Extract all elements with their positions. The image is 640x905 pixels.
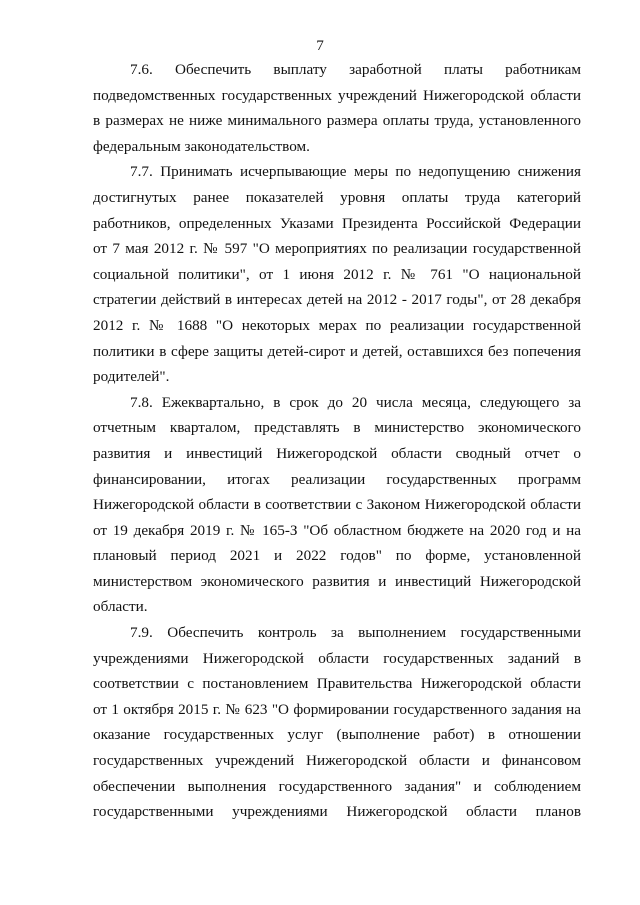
text-line: Нижегородской области в соответствии с Законом Нижегородской области xyxy=(93,496,581,514)
text-line: плановый период 2021 и 2022 годов" по форме, установленной xyxy=(93,547,581,565)
text-line: 7.8. Ежеквартально, в срок до 20 числа месяца, следующего за xyxy=(130,393,581,411)
text-line: 2012 г. № 1688 "О некоторых мерах по реализации государственной xyxy=(93,316,581,334)
text-line: учреждениями Нижегородской области государственных заданий в xyxy=(93,649,581,667)
text-line: обеспечении выполнения государственного задания" и соблюдением xyxy=(93,777,581,795)
text-line: 7.6. Обеспечить выплату заработной платы работникам xyxy=(130,61,581,78)
text-line: родителей". xyxy=(93,368,170,386)
text-line: достигнутых ранее показателей уровня оплаты труда категорий xyxy=(93,188,581,206)
text-line: отчетным кварталом, представлять в министерство экономического xyxy=(93,419,581,437)
text-line: государственными учреждениями Нижегородской области планов xyxy=(93,803,581,821)
text-line: 7.7. Принимать исчерпывающие меры по недопущению снижения xyxy=(130,163,581,181)
paragraph-7-9 xyxy=(93,620,581,825)
text-line: развития и инвестиций Нижегородской области сводный отчет о xyxy=(93,444,581,462)
text-line: области. xyxy=(93,598,148,616)
paragraph-7-8 xyxy=(93,390,581,620)
text-line: финансировании, итогах реализации государственных программ xyxy=(93,470,581,488)
text-line: работников, определенных Указами Президента Российской Федерации xyxy=(93,214,581,232)
text-line: федеральным законодательством. xyxy=(93,137,310,155)
text-line: оказание государственных услуг (выполнение работ) в отношении xyxy=(93,726,581,744)
document-body xyxy=(93,57,581,825)
text-line: от 7 мая 2012 г. № 597 "О мероприятиях по реализации государственной xyxy=(93,240,581,258)
paragraph-7-6 xyxy=(93,57,581,159)
text-line: от 19 декабря 2019 г. № 165-З "Об областном бюджете на 2020 год и на xyxy=(93,521,581,539)
text-line: в размерах не ниже минимального размера оплаты труда, установленного xyxy=(93,112,581,130)
text-line: государственных учреждений Нижегородской области и финансовом xyxy=(93,752,581,770)
text-line: 7.9. Обеспечить контроль за выполнением государственными xyxy=(130,624,581,642)
text-line: стратегии действий в интересах детей на 2012 - 2017 годы", от 28 декабря xyxy=(93,291,581,309)
text-line: от 1 октября 2015 г. № 623 "О формировании государственного задания на xyxy=(93,700,581,718)
text-line: подведомственных государственных учреждений Нижегородской области xyxy=(93,86,581,104)
text-line: соответствии с постановлением Правительства Нижегородской области xyxy=(93,675,581,693)
page-number: 7 xyxy=(316,37,324,54)
text-line: политики в сфере защиты детей-сирот и детей, оставшихся без попечения xyxy=(93,342,581,360)
text-line: социальной политики", от 1 июня 2012 г. № 761 "О национальной xyxy=(93,265,581,283)
paragraph-7-7 xyxy=(93,159,581,389)
text-line: министерством экономического развития и инвестиций Нижегородской xyxy=(93,572,581,590)
